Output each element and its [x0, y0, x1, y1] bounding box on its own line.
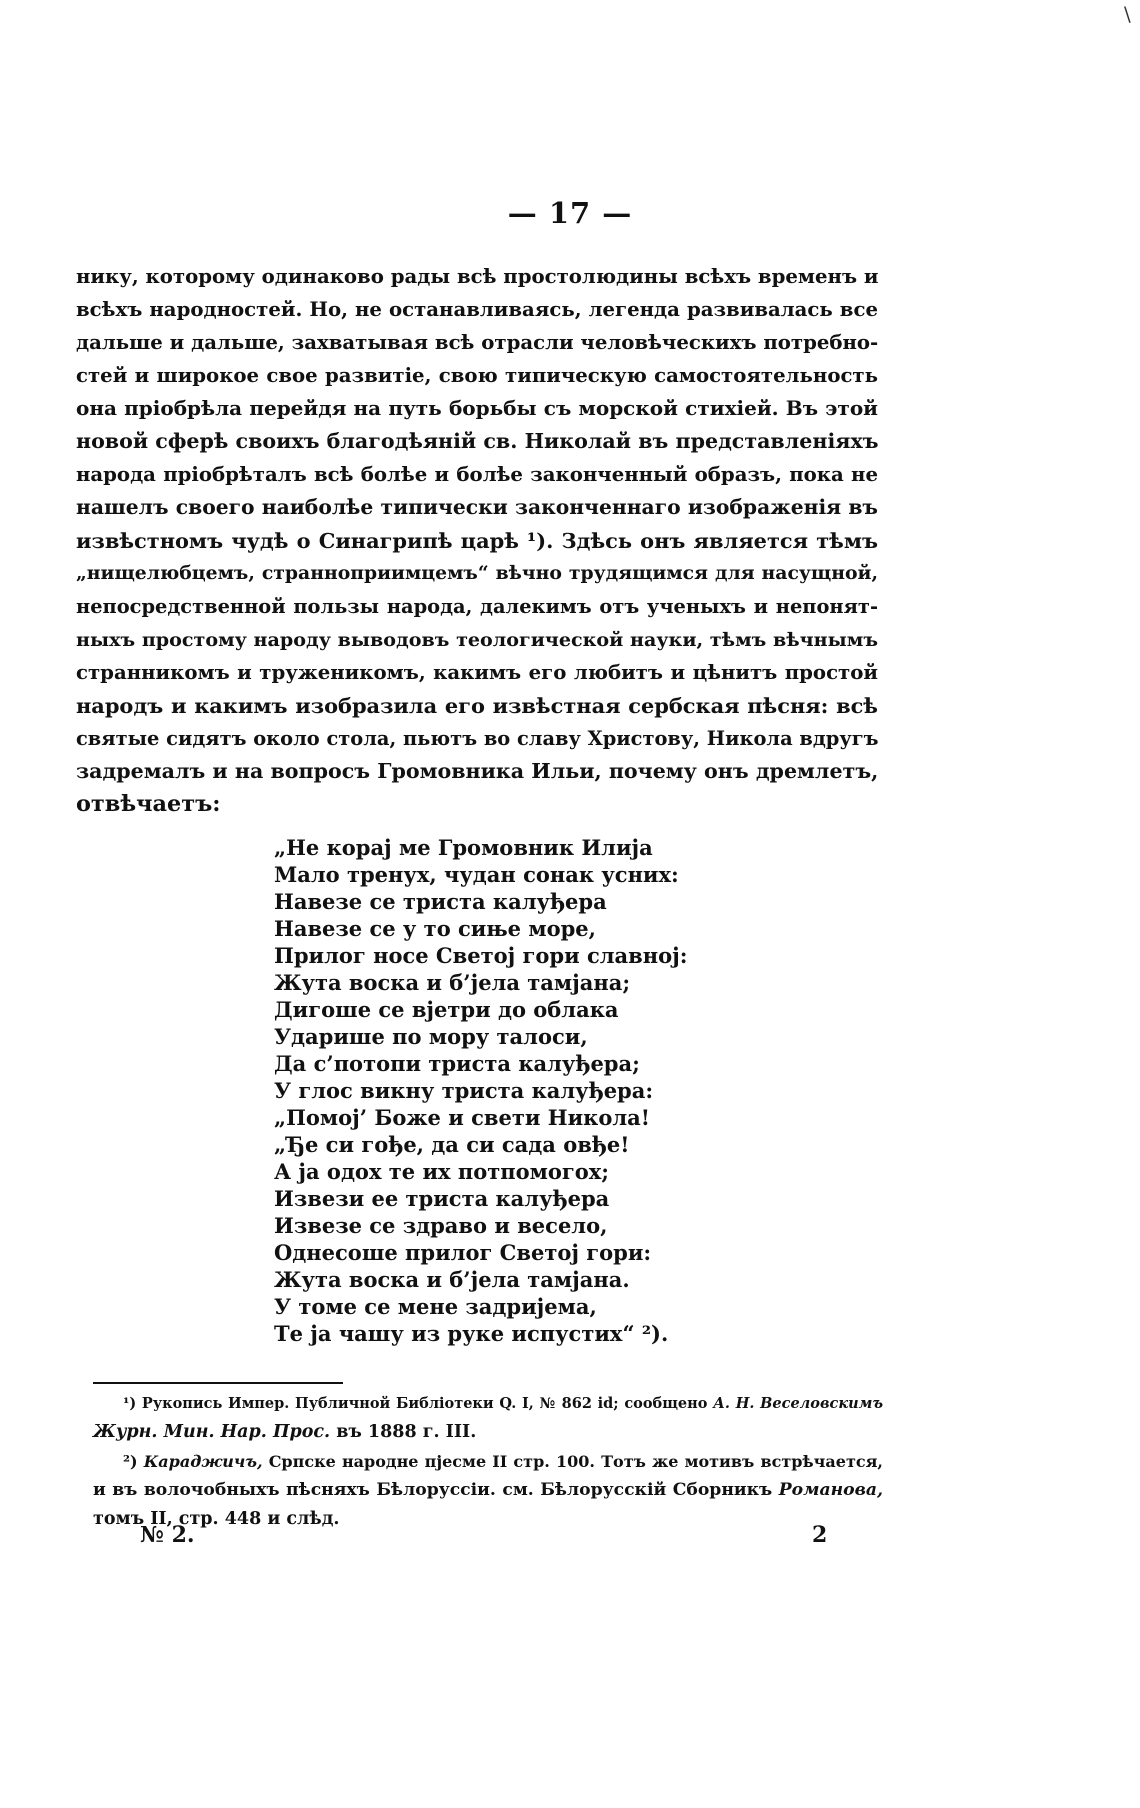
footnote-1-text: 1888 г. III.	[367, 1422, 477, 1442]
body-line: стей и широкое свое развитіе, свою типическую самостоятельность	[76, 364, 878, 387]
footnote-2-editor: Романова,	[778, 1480, 884, 1500]
poem-quotation	[274, 834, 694, 1347]
poem-line: У глос викну триста калуђера:	[274, 1078, 654, 1103]
footnote-2-line	[93, 1476, 883, 1505]
footnote-2-line	[93, 1447, 883, 1476]
footnote-2-author: Караджичъ,	[143, 1452, 263, 1471]
body-line: святые сидятъ около стола, пьютъ во славу Христову, Никола вдругъ	[76, 727, 879, 750]
poem-line: А ја одох те их потпомогох;	[274, 1159, 610, 1184]
footnote-1-text: въ	[336, 1422, 362, 1442]
body-line: новой сферѣ своихъ благодѣяній св. Николай въ представленіяхъ	[76, 429, 879, 453]
poem-line: У томе се мене задријема,	[274, 1294, 597, 1319]
poem-line: „Помој’ Боже и свети Никола!	[274, 1105, 650, 1130]
body-line: задремалъ и на вопросъ Громовника Ильи, почему онъ дремлетъ,	[76, 759, 879, 783]
body-line: ныхъ простому народу выводовъ теологической науки, тѣмъ вѣчнымъ	[76, 628, 878, 651]
body-line: всѣхъ народностей. Но, не останавливаясь, легенда развивалась все	[76, 298, 878, 321]
footnote-1-line	[93, 1389, 883, 1418]
footnote-2-text: и въ волочобныхъ пѣсняхъ Бѣлоруссіи. см. Бѣлорусскій Сборникъ	[93, 1480, 773, 1500]
body-line: непосредственной пользы народа, далекимъ отъ ученыхъ и непонят-	[76, 595, 878, 618]
body-line: странникомъ и труженикомъ, какимъ его любитъ и цѣнитъ простой	[76, 661, 878, 684]
corner-mark: \	[1124, 2, 1131, 26]
poem-line: Дигоше се вјетри до облака	[274, 997, 619, 1022]
footnotes	[93, 1389, 883, 1534]
footnote-2-text: Српске народне пјесме II стр. 100. Тотъ же мотивъ встрѣчается,	[268, 1452, 883, 1471]
page-number: — 17 —	[507, 196, 633, 230]
poem-line: Навезе се триста калуђера	[274, 889, 607, 914]
body-line: она пріобрѣла перейдя на путь борьбы съ морской стихіей. Въ этой	[76, 396, 878, 420]
signature-mark: № 2.	[140, 1522, 195, 1548]
footnote-1-line	[93, 1418, 883, 1447]
body-text	[76, 260, 878, 821]
body-line: народъ и какимъ изобразила его извѣстная сербская пѣсня: всѣ	[76, 693, 878, 718]
body-line: отвѣчаетъ:	[76, 791, 221, 817]
poem-line: „Не корај ме Громовник Илија	[274, 835, 653, 860]
footnote-rule	[93, 1382, 343, 1384]
poem-line: Ударише по мору талоси,	[274, 1024, 588, 1049]
body-line: народа пріобрѣталъ всѣ болѣе и болѣе законченный образъ, пока не	[76, 463, 878, 486]
poem-line: „Ђе си гође, да си сада овђе!	[274, 1132, 630, 1157]
footnote-1-journal: Журн. Мин. Нар. Прос.	[93, 1422, 331, 1442]
body-line: „нищелюбцемъ, странноприимцемъ“ вѣчно трудящимся для насущной,	[76, 562, 878, 584]
poem-line: Извезе се здраво и весело,	[274, 1213, 608, 1238]
poem-line: Извези ее триста калуђера	[274, 1186, 610, 1211]
body-line: нику, которому одинаково рады всѣ простолюдины всѣхъ временъ и	[76, 265, 879, 288]
poem-line: Прилог носе Светој гори славној:	[274, 943, 688, 968]
body-line: извѣстномъ чудѣ о Синагрипѣ царѣ ¹). Здѣсь онъ является тѣмъ	[76, 528, 878, 553]
body-line: нашелъ своего наиболѣе типически законченнаго изображенія въ	[76, 495, 878, 519]
poem-line: Да с’потопи триста калуђера;	[274, 1051, 640, 1076]
poem-line: Мало тренух, чудан сонак усних:	[274, 862, 679, 887]
poem-line: Жута воска и б’јела тамјана;	[274, 970, 631, 995]
footnote-2-mark: ²)	[123, 1452, 138, 1471]
poem-line: Те ја чашу из руке испустих“ ²).	[274, 1321, 669, 1346]
sheet-number: 2	[812, 1522, 828, 1548]
footnote-1-author: А. Н. Веселовскимъ	[713, 1395, 883, 1412]
footnote-1-text: ¹) Рукопись Импер. Публичной Библіотеки Q. I, № 862 id; сообщено	[123, 1395, 708, 1412]
footnote-2-line: томъ II, стр. 448 и слѣд.	[93, 1509, 340, 1529]
poem-line: Жута воска и б’јела тамјана.	[274, 1267, 630, 1292]
poem-line: Навезе се у то сиње море,	[274, 916, 596, 941]
body-line: дальше и дальше, захватывая всѣ отрасли человѣческихъ потребно-	[76, 331, 879, 354]
poem-line: Однесоше прилог Светој гори:	[274, 1240, 652, 1265]
